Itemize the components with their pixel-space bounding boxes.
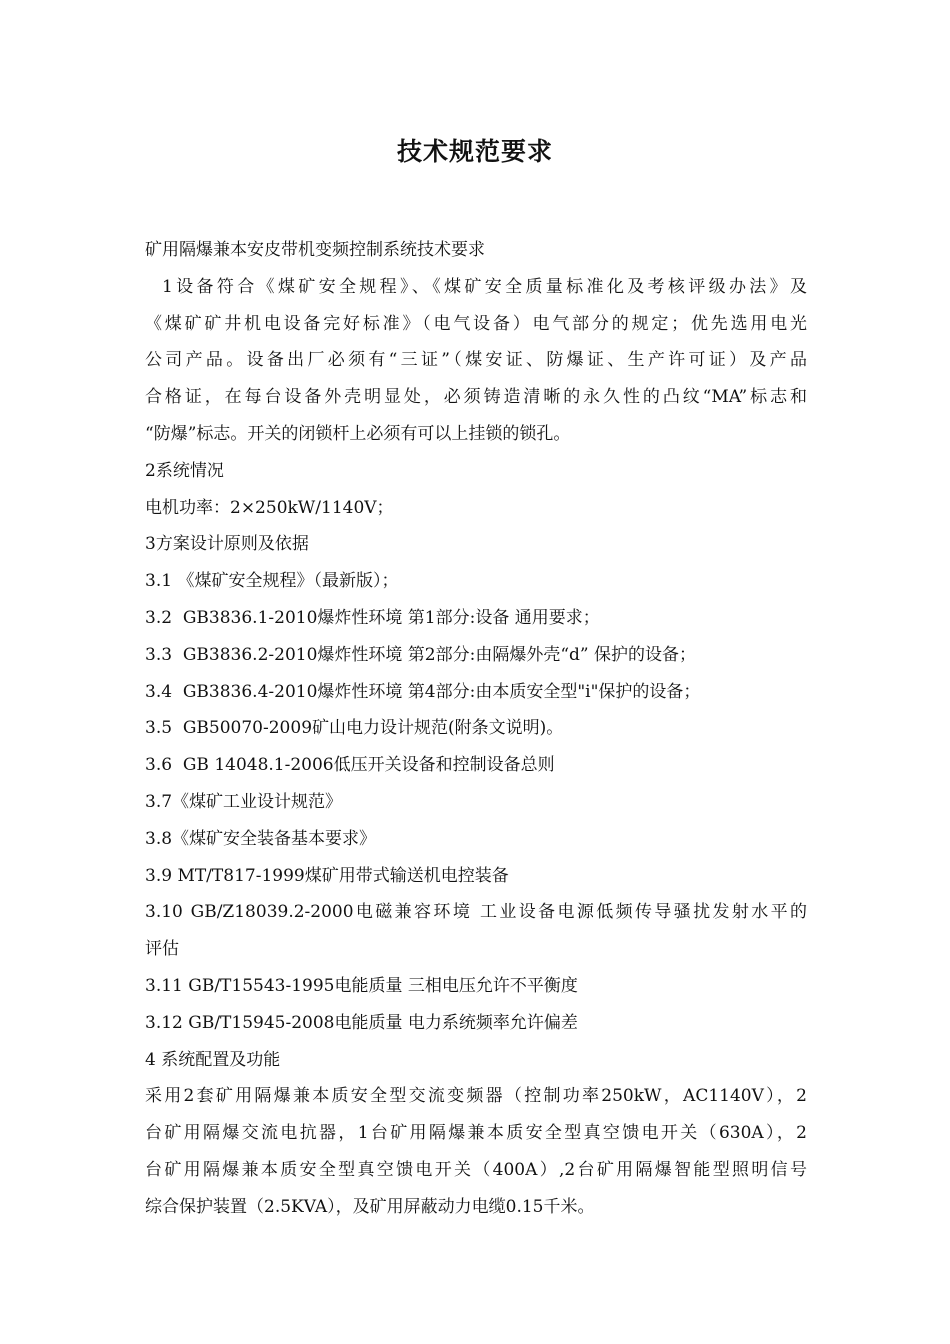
text-line: 评估 bbox=[145, 939, 179, 960]
text-line: 3.8《煤矿安全装备基本要求》 bbox=[145, 828, 377, 849]
text-line: 3.1 《煤矿安全规程》（最新版）； bbox=[145, 571, 399, 592]
text-line: 2系统情况 bbox=[145, 460, 224, 481]
text-line: 3.10 GB/Z18039.2-2000电磁兼容环境 工业设备电源低频传导骚扰发射水平的 bbox=[145, 902, 807, 923]
text-line: 综合保护装置（2.5KVA），及矿用屏蔽动力电缆0.15千米。 bbox=[145, 1196, 595, 1217]
text-line: 3.5 GB50070-2009矿山电力设计规范(附条文说明)。 bbox=[145, 718, 564, 739]
text-line: 3.12 GB/T15945-2008电能质量 电力系统频率允许偏差 bbox=[145, 1012, 578, 1033]
text-line: 3方案设计原则及依据 bbox=[145, 534, 309, 555]
text-line: 3.2 GB3836.1-2010爆炸性环境 第1部分:设备 通用要求； bbox=[145, 607, 600, 628]
text-line: 台矿用隔爆交流电抗器，1台矿用隔爆兼本质安全型真空馈电开关（630A），2 bbox=[145, 1123, 807, 1144]
text-line: 3.11 GB/T15543-1995电能质量 三相电压允许不平衡度 bbox=[145, 975, 578, 996]
text-line: 合格证，在每台设备外壳明显处，必须铸造清晰的永久性的凸纹“MA”标志和 bbox=[145, 387, 807, 408]
document-body bbox=[145, 232, 807, 1226]
text-line: 台矿用隔爆兼本质安全型真空馈电开关（400A）,2台矿用隔爆智能型照明信号 bbox=[145, 1159, 807, 1180]
text-line: 公司产品。设备出厂必须有“三证”（煤安证、防爆证、生产许可证）及产品 bbox=[145, 350, 807, 371]
text-line: 3.9 MT/T817-1999煤矿用带式输送机电控装备 bbox=[145, 865, 509, 886]
document-title: 技术规范要求 bbox=[396, 137, 553, 166]
text-line: 1设备符合《煤矿安全规程》、《煤矿安全质量标准化及考核评级办法》及 bbox=[162, 276, 807, 297]
text-line: 电机功率：2×250kW/1140V； bbox=[145, 497, 394, 518]
text-line: 矿用隔爆兼本安皮带机变频控制系统技术要求 bbox=[145, 240, 485, 260]
text-line: 3.4 GB3836.4-2010爆炸性环境 第4部分:由本质安全型"i"保护的设备； bbox=[145, 681, 701, 702]
text-line: 4 系统配置及功能 bbox=[145, 1049, 281, 1070]
text-line: 采用2套矿用隔爆兼本质安全型交流变频器（控制功率250kW，AC1140V），2 bbox=[145, 1086, 807, 1107]
text-line: 3.7《煤矿工业设计规范》 bbox=[145, 791, 343, 812]
text-line: 《煤矿矿井机电设备完好标准》（电气设备）电气部分的规定；优先选用电光 bbox=[145, 313, 807, 334]
text-line: 3.6 GB 14048.1-2006低压开关设备和控制设备总则 bbox=[145, 755, 555, 776]
text-line: 3.3 GB3836.2-2010爆炸性环境 第2部分:由隔爆外壳“d” 保护的设备； bbox=[145, 644, 697, 665]
text-line: “防爆”标志。开关的闭锁杆上必须有可以上挂锁的锁孔。 bbox=[145, 423, 571, 444]
